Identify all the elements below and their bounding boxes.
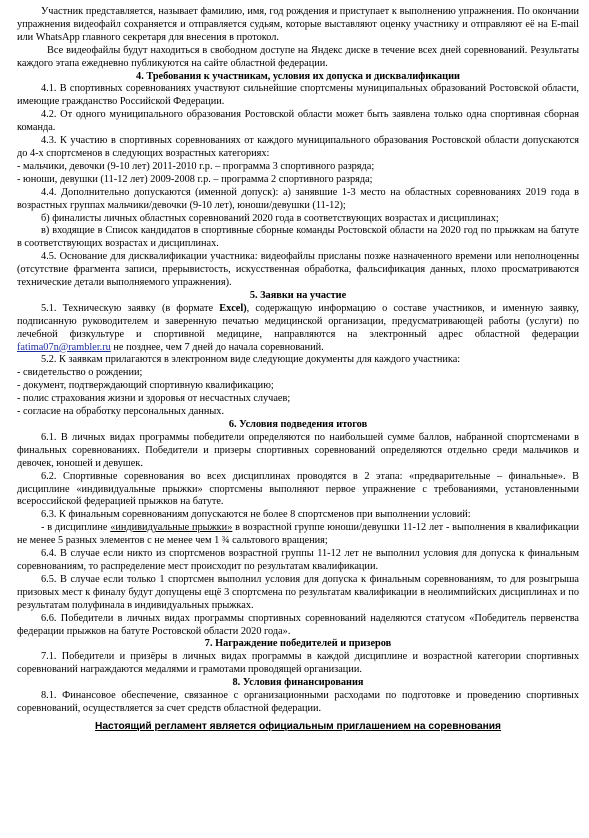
section-5-1-format: Excel) <box>219 302 247 314</box>
section-4-4-c: в) входящие в Список кандидатов в спортивные сборные команды Ростовской области на 2020 год по прыжкам на батуте в соответствующих возрастах и дисциплинах. <box>17 225 579 250</box>
section-5-2: 5.2. К заявкам прилагаются в электронном виде следующие документы для каждого участника: <box>41 354 461 366</box>
section-5-1-part-d: не позднее, чем 7 дней до начала соревнований. <box>110 341 324 353</box>
section-5-2-item-1: - свидетельство о рождении; <box>17 367 143 379</box>
section-8-title: 8. Условия финансирования <box>232 677 364 689</box>
section-6-6: 6.6. Победители в личных видах программы спортивных соревнований наделяются статусом «Победитель первенства федерации прыжков на батуте Ростовской области 2020 года». <box>17 612 579 637</box>
section-6-3-discipline: «индивидуальные прыжки» <box>110 522 233 534</box>
section-4-3-item-1: - мальчики, девочки (9-10 лет) 2011-2010 г.р. – программа 3 спортивного разряда; <box>17 160 375 172</box>
section-6-3: 6.3. К финальным соревнованиям допускаются не более 8 спортсменов при выполнении условий: <box>41 509 471 521</box>
section-4-2: 4.2. От одного муниципального образования Ростовской области может быть заявлена только одна спортивная сборная команда. <box>17 109 579 134</box>
section-6-1: 6.1. В личных видах программы победители определяются по наибольшей сумме баллов, набранной спортсменами в финальных соревнованиях. Победители и призеры спортивных соревнований определяются отдельно среди мальчиков и девочек, юношей и девушек. <box>17 431 579 469</box>
section-6-3-condition-c: в возрастной группе юноши/девушки 11-12 лет - выполнения в квалификации не менее 5 разных элементов с не менее чем 1 ¾ сальтового вращения; <box>17 522 579 547</box>
section-7-title: 7. Награждение победителей и призеров <box>204 638 392 650</box>
federation-email-link[interactable]: fatima07n@rambler.ru <box>17 341 111 353</box>
intro-paragraph-2: Все видеофайлы будут находиться в свободном доступе на Яндекс диске в течение всех дней соревнований. Результаты каждого этапа ежедневно публикуются на сайте областной федерации. <box>17 44 579 69</box>
section-4-3: 4.3. К участию в спортивных соревнованиях от каждого муниципального образования Ростовской области допускаются до 4-х спортсменов в следующих возрастных категориях: <box>17 135 579 159</box>
section-8-1: 8.1. Финансовое обеспечение, связанное с организационными расходами по подготовке и проведению спортивных соревнований, осуществляется за счет средств областной федерации. <box>17 690 579 714</box>
section-5-2-item-3: - полис страхования жизни и здоровья от несчастных случаев; <box>17 393 291 405</box>
section-5-2-item-4: - согласие на обработку персональных данных. <box>17 406 225 418</box>
section-4-5: 4.5. Основание для дисквалификации участника: видеофайлы присланы позже назначенного времени или неполноценны (отсутствие фрагмента записи, прерывистость, искусственная обработка, фальсификация данных, плохо просматриваются технические детали выполняемого упражнения). <box>17 251 579 289</box>
section-5-2-item-2: - документ, подтверждающий спортивную квалификацию; <box>17 380 274 392</box>
section-4-1: 4.1. В спортивных соревнованиях участвуют сильнейшие спортсмены муниципальных образований Ростовской области, имеющие гражданство Российской Федерации. <box>17 83 579 108</box>
section-6-3-condition-a: - в дисциплине <box>41 522 111 534</box>
intro-paragraph-1: Участник представляется, называет фамилию, имя, год рождения и приступает к выполнению упражнения. По окончании упражнения видеофайл сохраняется и отправляется судьям, которые выставляют оценку участнику и отправляют её на E-mail или WhatsApp главного секретаря для внесения в протокол. <box>17 6 579 43</box>
section-5-1-part-c: , содержащую информацию о составе участников, и именную заявку, подписанную руководителем и заверенную печатью медицинской организации, предусматривающей работы (услуги) по лечебной физкультуре и спортивной медицине, направляются на электронный адрес областной федерации <box>17 302 579 340</box>
section-4-title: 4. Требования к участникам, условия их допуска и дисквалификации <box>136 70 460 82</box>
section-5-1-part-a: 5.1. Техническую заявку (в формате <box>41 302 220 314</box>
section-5-1 <box>17 303 579 355</box>
section-4-3-item-2: - юноши, девушки (11-12 лет) 2009-2008 г.р. – программа 2 спортивного разряда; <box>17 173 373 185</box>
section-6-3-condition <box>17 522 579 548</box>
section-6-4: 6.4. В случае если никто из спортсменов возрастной группы 11-12 лет не выполнил условия для допуска к финальным соревнованиям, то распределение мест происходит по результатам квалификации. <box>17 548 579 572</box>
section-7-1: 7.1. Победители и призёры в личных видах программы в каждой дисциплине и возрастной категории спортивных соревнований награждаются медалями и грамотами проводящей организации. <box>17 651 579 676</box>
section-4-4-b: б) финалисты личных областных соревнований 2020 года в соответствующих возрастах и дисциплинах; <box>41 212 499 224</box>
section-6-5: 6.5. В случае если только 1 спортсмен выполнил условия для допуска к финальным соревнованиям, то для розыгрыша призовых мест к финалу будут допущены ещё 3 спортсмена по результатам квалификации в неолимпийских дисциплинах и по результатам полуфинала в индивидуальных прыжках. <box>17 573 579 611</box>
official-invitation-note: Настоящий регламент является официальным приглашением на соревнования <box>94 720 502 732</box>
section-6-title: 6. Условия подведения итогов <box>228 419 368 430</box>
section-4-4: 4.4. Дополнительно допускаются (именной допуск): а) занявшие 1-3 место на областных соревнованиях 2019 года в возрастных группах мальчики/девочки (9-10 лет), юноши/девушки (11-12); <box>17 186 579 211</box>
section-5-title: 5. Заявки на участие <box>249 289 347 301</box>
section-6-2: 6.2. Спортивные соревнования во всех дисциплинах проводятся в 2 этапа: «предварительные – финальные». В дисциплине «индивидуальные прыжки» спортсмены выполняют первое упражнение с требованиями, установленными всероссийской федерацией прыжков на батуте. <box>17 470 579 508</box>
